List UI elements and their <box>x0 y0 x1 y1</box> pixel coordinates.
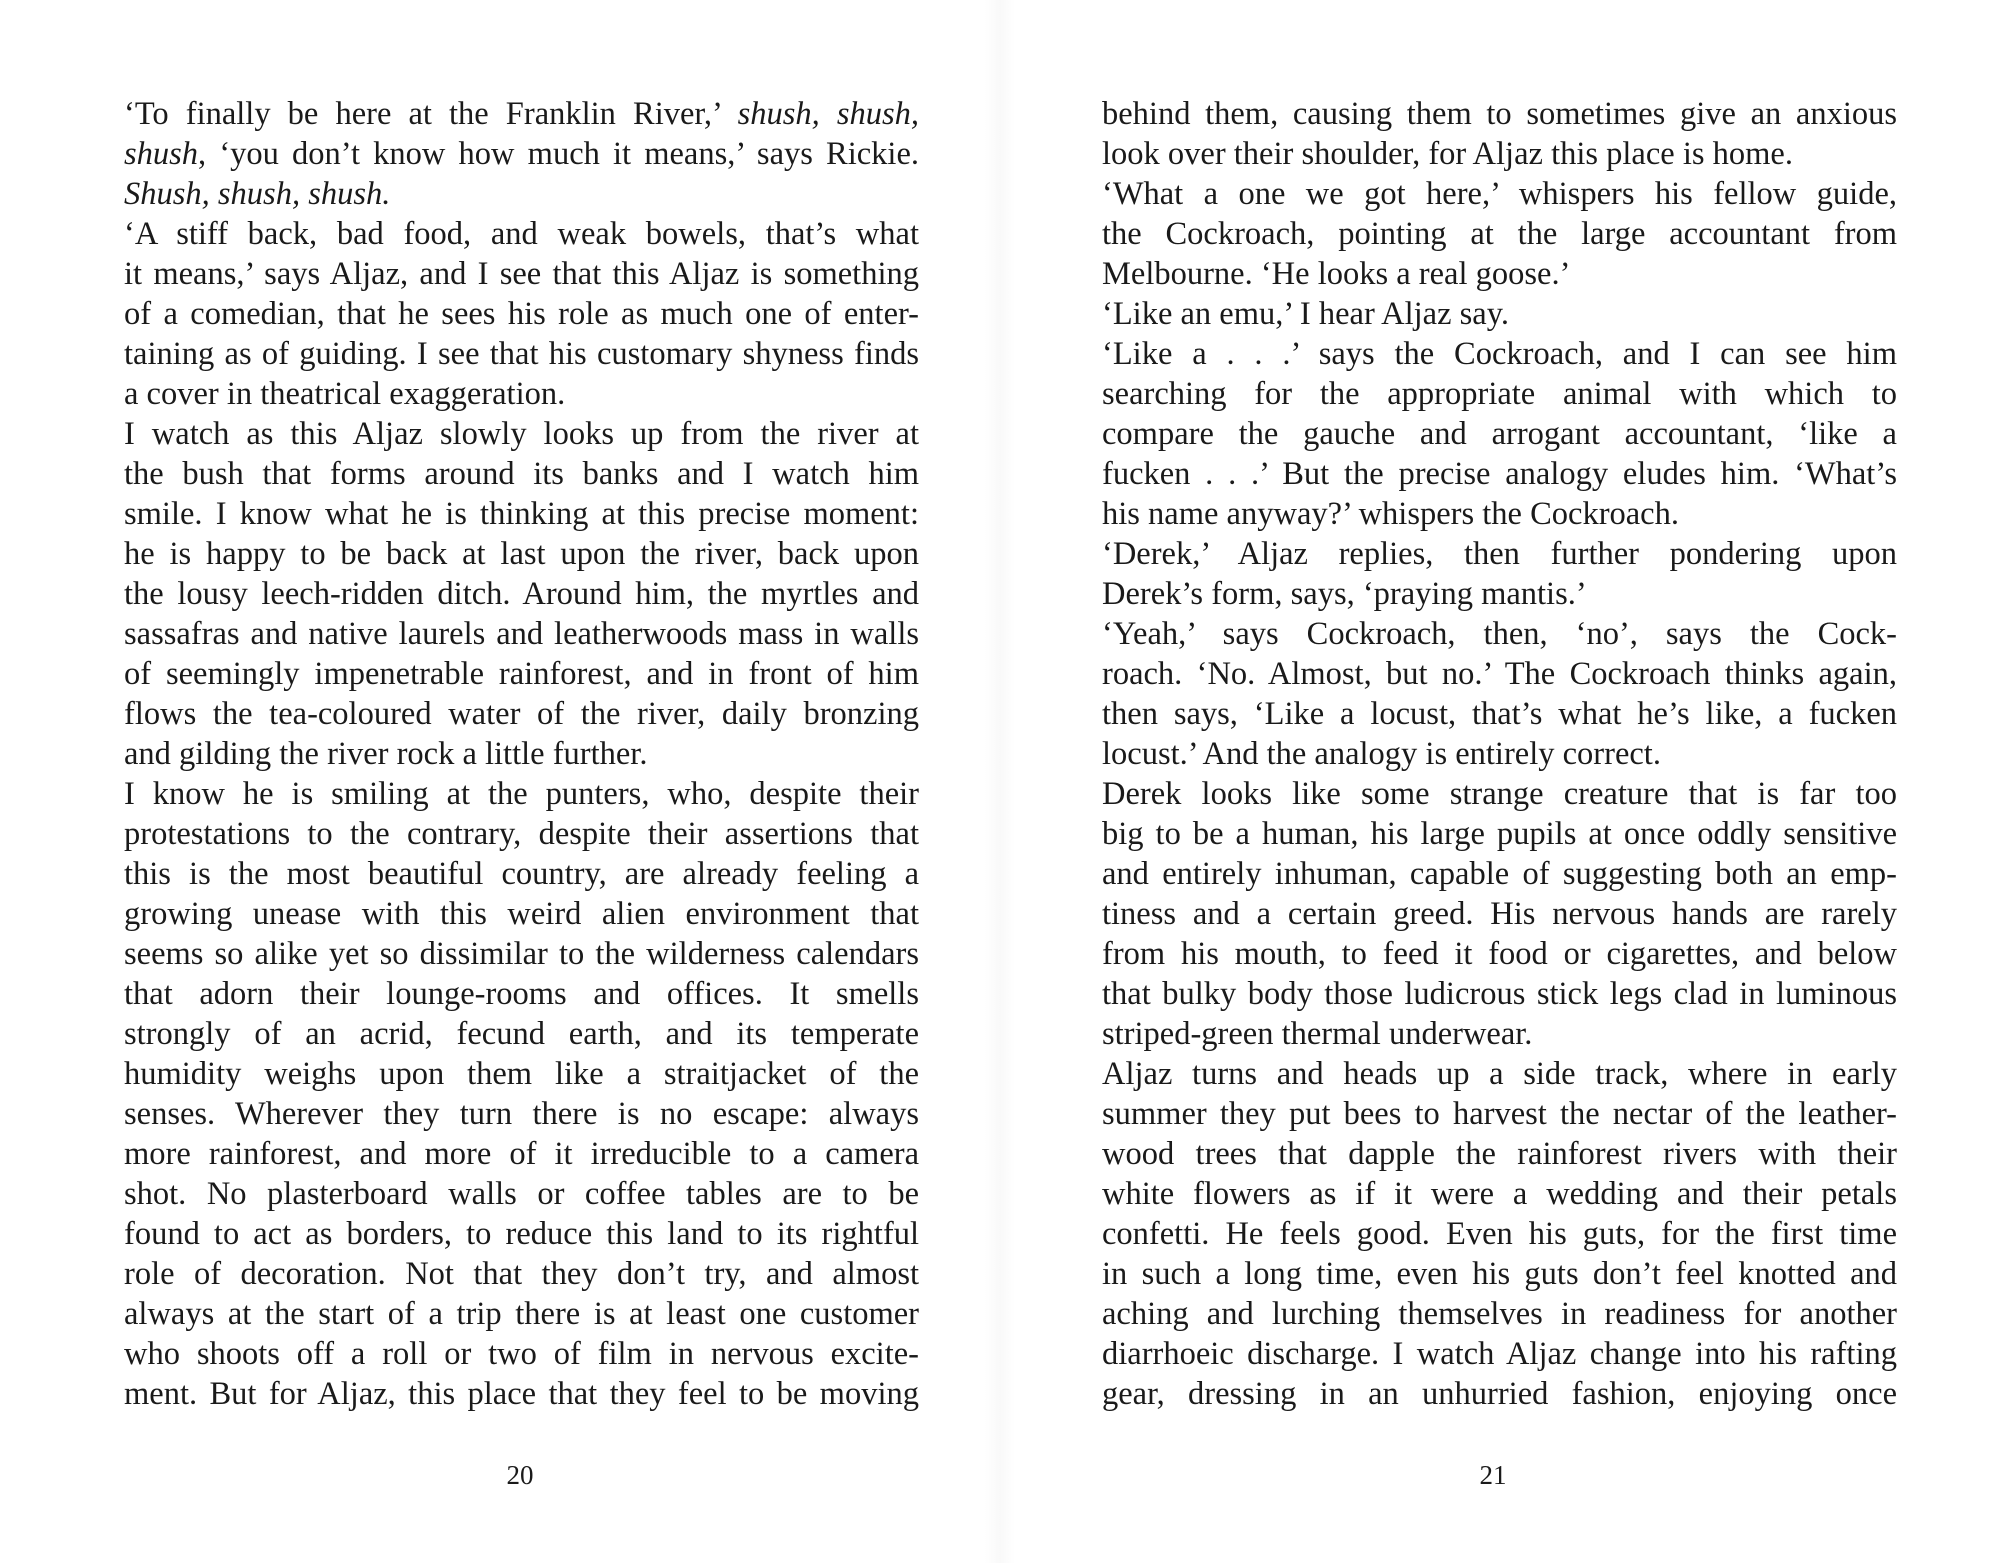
text-line <box>124 854 919 894</box>
right-page-text <box>1102 94 1897 1414</box>
text-line <box>124 414 919 454</box>
text-line <box>124 1334 919 1374</box>
text-segment: from his mouth, to feed it food or cigarettes, and below <box>1102 936 1897 972</box>
text-line <box>1102 1334 1897 1374</box>
text-line <box>124 1174 919 1214</box>
text-segment: who shoots off a roll or two of film in nervous excite- <box>124 1336 919 1372</box>
text-segment: strongly of an acrid, fecund earth, and its temperate <box>124 1016 919 1052</box>
text-segment: aching and lurching themselves in readiness for another <box>1102 1296 1897 1332</box>
text-segment: I watch as this Aljaz slowly looks up from the river at <box>124 416 919 452</box>
text-line <box>1102 694 1897 734</box>
text-line <box>124 374 919 414</box>
text-line <box>124 1014 919 1054</box>
text-line <box>1102 734 1897 774</box>
text-segment: taining as of guiding. I see that his customary shyness finds <box>124 336 919 372</box>
right-page <box>1000 0 2000 1563</box>
text-line <box>124 1214 919 1254</box>
text-segment: protestations to the contrary, despite their assertions that <box>124 816 919 852</box>
text-line <box>1102 414 1897 454</box>
text-line <box>1102 774 1897 814</box>
text-segment: the Cockroach, pointing at the large accountant from <box>1102 216 1897 252</box>
text-segment: fucken . . .’ But the precise analogy eludes him. ‘What’s <box>1102 456 1897 492</box>
text-segment: found to act as borders, to reduce this land to its rightful <box>124 1216 919 1252</box>
left-page-text <box>124 94 919 1414</box>
text-segment: seems so alike yet so dissimilar to the wilderness calendars <box>124 936 919 972</box>
text-line <box>1102 1094 1897 1134</box>
text-line <box>1102 574 1897 614</box>
text-segment: , ‘you don’t know how much it means,’ says Rickie. <box>198 136 919 172</box>
text-segment: and entirely inhuman, capable of suggesting both an emp- <box>1102 856 1897 892</box>
text-segment: ‘To finally be here at the Franklin River,’ <box>124 96 738 132</box>
text-line <box>124 534 919 574</box>
text-segment: he is happy to be back at last upon the river, back upon <box>124 536 919 572</box>
text-segment: confetti. He feels good. Even his guts, for the first time <box>1102 1216 1897 1252</box>
text-line <box>1102 254 1897 294</box>
text-line <box>1102 374 1897 414</box>
text-line <box>1102 614 1897 654</box>
text-segment: striped-green thermal underwear. <box>1102 1016 1533 1052</box>
text-line <box>124 974 919 1014</box>
text-segment: of a comedian, that he sees his role as much one of enter- <box>124 296 919 332</box>
left-page-number: 20 <box>506 1460 534 1490</box>
text-line <box>124 1374 919 1414</box>
text-line <box>1102 1374 1897 1414</box>
text-line <box>1102 534 1897 574</box>
text-line <box>124 454 919 494</box>
italic-text: shush, shush, <box>737 96 919 132</box>
text-line <box>124 934 919 974</box>
text-segment: ment. But for Aljaz, this place that they feel to be moving <box>124 1376 919 1412</box>
text-line <box>1102 854 1897 894</box>
text-segment: smile. I know what he is thinking at this precise moment: <box>124 496 919 532</box>
text-segment: in such a long time, even his guts don’t feel knotted and <box>1102 1256 1897 1292</box>
text-line <box>1102 974 1897 1014</box>
text-line <box>124 1094 919 1134</box>
text-line <box>1102 174 1897 214</box>
text-line <box>1102 294 1897 334</box>
text-segment: ‘What a one we got here,’ whispers his fellow guide, <box>1102 176 1897 212</box>
text-segment: the lousy leech-ridden ditch. Around him, the myrtles and <box>124 576 919 612</box>
text-segment: then says, ‘Like a locust, that’s what he’s like, a fucken <box>1102 696 1897 732</box>
text-line <box>124 134 919 174</box>
text-line <box>1102 334 1897 374</box>
text-line <box>124 94 919 134</box>
text-line <box>1102 1054 1897 1094</box>
text-segment: Melbourne. ‘He looks a real goose.’ <box>1102 256 1571 292</box>
text-segment: senses. Wherever they turn there is no escape: always <box>124 1096 919 1132</box>
text-segment: ‘Like a . . .’ says the Cockroach, and I can see him <box>1102 336 1897 372</box>
italic-text: Shush, shush, shush. <box>124 176 391 212</box>
text-segment: ‘A stiff back, bad food, and weak bowels, that’s what <box>124 216 919 252</box>
text-segment: and gilding the river rock a little further. <box>124 736 648 772</box>
text-line <box>1102 894 1897 934</box>
text-segment: of seemingly impenetrable rainforest, and in front of him <box>124 656 919 692</box>
text-segment: compare the gauche and arrogant accountant, ‘like a <box>1102 416 1897 452</box>
text-line <box>1102 494 1897 534</box>
text-line <box>1102 1254 1897 1294</box>
text-line <box>124 894 919 934</box>
text-line <box>124 1134 919 1174</box>
text-segment: role of decoration. Not that they don’t try, and almost <box>124 1256 919 1292</box>
text-segment: summer they put bees to harvest the nectar of the leather- <box>1102 1096 1897 1132</box>
text-segment: Aljaz turns and heads up a side track, where in early <box>1102 1056 1897 1092</box>
text-segment: growing unease with this weird alien environment that <box>124 896 919 932</box>
text-segment: searching for the appropriate animal with which to <box>1102 376 1897 412</box>
text-segment: locust.’ And the analogy is entirely correct. <box>1102 736 1661 772</box>
text-line <box>1102 1214 1897 1254</box>
text-line <box>1102 94 1897 134</box>
text-line <box>124 1054 919 1094</box>
text-line <box>124 334 919 374</box>
text-segment: Derek looks like some strange creature that is far too <box>1102 776 1897 812</box>
text-segment: behind them, causing them to sometimes give an anxious <box>1102 96 1897 132</box>
right-page-number: 21 <box>1479 1460 1507 1490</box>
text-line <box>124 494 919 534</box>
text-segment: ‘Yeah,’ says Cockroach, then, ‘no’, says the Cock- <box>1102 616 1897 652</box>
text-segment: roach. ‘No. Almost, but no.’ The Cockroach thinks again, <box>1102 656 1897 692</box>
text-line <box>1102 1294 1897 1334</box>
text-line <box>1102 654 1897 694</box>
text-segment: gear, dressing in an unhurried fashion, enjoying once <box>1102 1376 1897 1412</box>
text-line <box>124 174 919 214</box>
text-line <box>124 254 919 294</box>
text-line <box>1102 214 1897 254</box>
text-segment: it means,’ says Aljaz, and I see that this Aljaz is something <box>124 256 919 292</box>
text-line <box>124 734 919 774</box>
text-segment: look over their shoulder, for Aljaz this place is home. <box>1102 136 1793 172</box>
text-line <box>124 294 919 334</box>
text-segment: the bush that forms around its banks and I watch him <box>124 456 919 492</box>
text-line <box>124 614 919 654</box>
text-segment: I know he is smiling at the punters, who, despite their <box>124 776 919 812</box>
text-line <box>1102 454 1897 494</box>
text-line <box>124 1254 919 1294</box>
text-line <box>1102 1134 1897 1174</box>
text-line <box>124 574 919 614</box>
text-line <box>124 214 919 254</box>
text-line <box>1102 1174 1897 1214</box>
text-segment: always at the start of a trip there is at least one customer <box>124 1296 919 1332</box>
text-line <box>124 654 919 694</box>
text-line <box>124 1294 919 1334</box>
text-segment: tiness and a certain greed. His nervous hands are rarely <box>1102 896 1897 932</box>
text-segment: this is the most beautiful country, are already feeling a <box>124 856 919 892</box>
text-segment: white flowers as if it were a wedding and their petals <box>1102 1176 1897 1212</box>
text-segment: more rainforest, and more of it irreducible to a camera <box>124 1136 919 1172</box>
text-line <box>124 694 919 734</box>
text-segment: sassafras and native laurels and leatherwoods mass in walls <box>124 616 919 652</box>
text-segment: a cover in theatrical exaggeration. <box>124 376 566 412</box>
text-line <box>1102 814 1897 854</box>
text-segment: flows the tea-coloured water of the river, daily bronzing <box>124 696 919 732</box>
text-line <box>1102 934 1897 974</box>
text-segment: ‘Like an emu,’ I hear Aljaz say. <box>1102 296 1509 332</box>
text-segment: that bulky body those ludicrous stick legs clad in luminous <box>1102 976 1897 1012</box>
text-segment: that adorn their lounge-rooms and offices. It smells <box>124 976 919 1012</box>
text-line <box>124 814 919 854</box>
text-line <box>124 774 919 814</box>
text-segment: shot. No plasterboard walls or coffee tables are to be <box>124 1176 919 1212</box>
text-segment: his name anyway?’ whispers the Cockroach. <box>1102 496 1679 532</box>
text-line <box>1102 1014 1897 1054</box>
text-segment: big to be a human, his large pupils at once oddly sensitive <box>1102 816 1897 852</box>
italic-text: shush <box>124 136 199 172</box>
text-segment: humidity weighs upon them like a straitjacket of the <box>124 1056 919 1092</box>
text-segment: ‘Derek,’ Aljaz replies, then further pondering upon <box>1102 536 1897 572</box>
text-line <box>1102 134 1897 174</box>
text-segment: wood trees that dapple the rainforest rivers with their <box>1102 1136 1897 1172</box>
text-segment: Derek’s form, says, ‘praying mantis.’ <box>1102 576 1587 612</box>
text-segment: diarrhoeic discharge. I watch Aljaz change into his rafting <box>1102 1336 1897 1372</box>
